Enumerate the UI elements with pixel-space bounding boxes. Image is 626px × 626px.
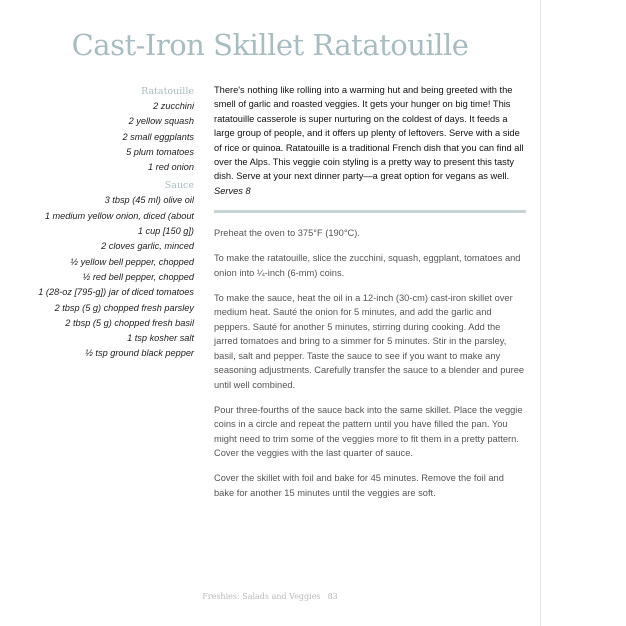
recipe-intro: There's nothing like rolling into a warming hut and being greeted with the smell of garlic and roasted veggies. It gets your hunger on big time! This ratatouille casserole is super nurturing on the coldest of days. It feeds a large group of people, and it offers up plenty of leftovers. Serve with a side of rice or quinoa. Ratatouille is a traditional French dish that you can find all over the Alps. This veggie coin styling is a pretty way to present this tasty dish. Serve at your next dinner party—a great option for vegans as well. bbox=[214, 85, 524, 182]
section-divider bbox=[214, 210, 526, 213]
page-edge-divider bbox=[540, 0, 541, 626]
ratatouille-heading: Ratatouille bbox=[141, 86, 194, 97]
step-paragraph: Pour three-fourths of the sauce back into the same skillet. Place the veggie coins in a circle and repeat the pattern until you have filled the pan. You might need to trim some of the veggies more to fit them in a pretty pattern. Cover the veggies with the last quarter of sauce. bbox=[214, 404, 523, 458]
recipe-title: Cast-Iron Skillet Ratatouille bbox=[71, 28, 469, 62]
ingredient-item: 2 yellow squash bbox=[128, 116, 194, 127]
page-footer bbox=[0, 592, 540, 601]
ingredient-item: ½ tsp ground black pepper bbox=[85, 348, 194, 359]
ingredient-item: 2 zucchini bbox=[153, 101, 194, 111]
ingredient-item: 1 tsp kosher salt bbox=[127, 333, 194, 344]
ingredient-item: ½ yellow bell pepper, chopped bbox=[70, 256, 194, 267]
page-number: 83 bbox=[327, 592, 338, 601]
ingredient-item: ½ red bell pepper, chopped bbox=[82, 271, 194, 282]
step-paragraph: To make the ratatouille, slice the zucchini, squash, eggplant, tomatoes and onion into ¼-inch (6-mm) coins. bbox=[214, 253, 521, 278]
step-paragraph: Preheat the oven to 375°F (190°C). bbox=[214, 228, 360, 238]
step-paragraph: To make the sauce, heat the oil in a 12-inch (30-cm) cast-iron skillet over medium heat. Sauté the onion for 5 minutes, and add the garlic and peppers. Sauté for another 5 minutes, stirring during cooking. Add the jarred tomatoes and bring to a simmer for 5 minutes. Stir in the parsley, basil, salt and pepper. Taste the sauce to see if you want to make any seasoning adjustments. Carefully transfer the sauce to a blender and puree until well combined. bbox=[214, 292, 525, 390]
ingredient-item: 3 tbsp (45 ml) olive oil bbox=[104, 195, 194, 206]
footer-section: Freshies: Salads and Veggies bbox=[202, 592, 321, 601]
ingredient-item: 1 medium yellow onion, diced (about bbox=[44, 210, 194, 221]
ingredient-item: 1 (28-oz [795-g]) jar of diced tomatoes bbox=[38, 287, 194, 298]
serves-note: Serves 8 bbox=[214, 186, 251, 196]
ingredients-list bbox=[36, 84, 194, 362]
recipe-steps bbox=[214, 226, 526, 511]
ingredient-item: 1 red onion bbox=[148, 162, 194, 173]
ingredient-item: 1 cup [150 g]) bbox=[137, 226, 194, 237]
ingredient-item: 2 cloves garlic, minced bbox=[101, 241, 194, 252]
ingredient-item: 5 plum tomatoes bbox=[126, 146, 194, 157]
ingredient-item: 2 tbsp (5 g) chopped fresh parsley bbox=[54, 302, 194, 313]
ingredient-item: 2 small eggplants bbox=[122, 131, 194, 142]
ingredient-item: 2 tbsp (5 g) chopped fresh basil bbox=[65, 317, 194, 328]
step-paragraph: Cover the skillet with foil and bake for 45 minutes. Remove the foil and bake for another 15 minutes until the veggies are soft. bbox=[214, 473, 504, 498]
sauce-heading: Sauce bbox=[164, 180, 194, 192]
